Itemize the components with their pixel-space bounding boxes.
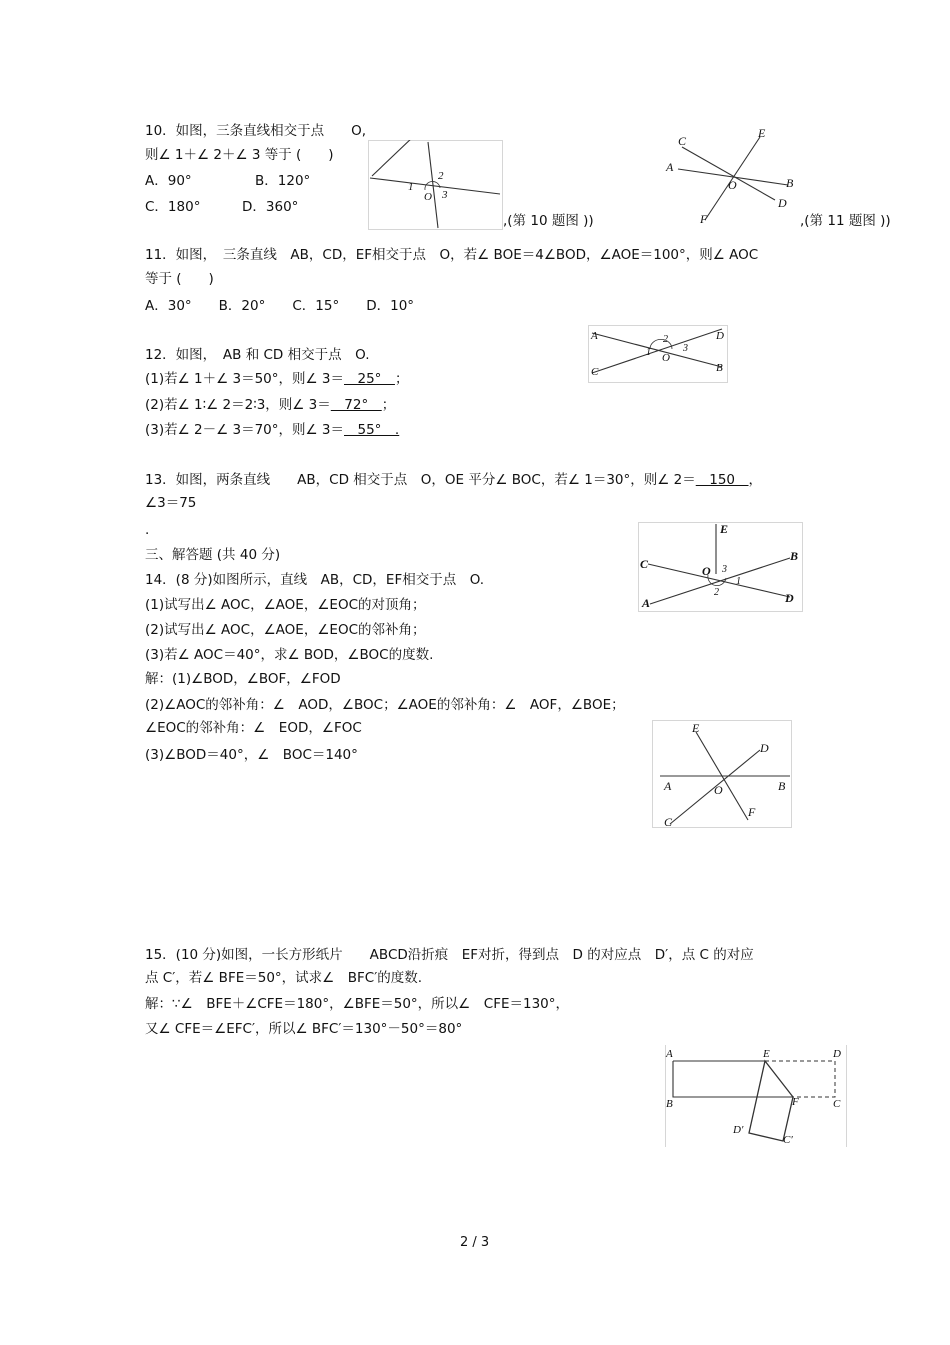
q13-label-c: C — [640, 557, 649, 571]
q12-part3 — [145, 421, 399, 439]
q10-label-1: 1 — [408, 181, 414, 193]
q13-figure — [638, 522, 803, 612]
q12-label-c: C — [591, 366, 599, 378]
q11-label-a: A — [666, 160, 674, 174]
q12-part1 — [145, 370, 408, 388]
q15-stem: 15．(10 分)如图，一长方形纸片 ABCD沿折痕 EF对折，得到点 D 的对应点 D′，点 C 的对应 — [145, 947, 754, 963]
q12-label-d: D — [716, 330, 724, 342]
q11-label-o: O — [728, 178, 737, 192]
q15-label-e: E — [763, 1048, 770, 1060]
q15-figure — [665, 1045, 847, 1147]
q14-solution-3: (3)∠BOD＝40°，∠ BOC＝140° — [145, 747, 358, 763]
q13-label-e: E — [720, 522, 729, 536]
q12-label-o: O — [662, 352, 670, 364]
q11-stem-2: 等于 ( ) — [145, 271, 214, 287]
q13-label-o: O — [702, 564, 711, 578]
q13-stem-end: ， — [748, 472, 763, 488]
q11-stem: 11．如图， 三条直线 AB，CD，EF相交于点 O，若∠ BOE＝4∠BOD，∠AOE＝100°，则∠ AOC — [145, 247, 759, 263]
q13-stem — [145, 471, 762, 489]
q10-stem: 10．如图，三条直线相交于点 O, — [145, 123, 367, 139]
q12-label-b: B — [716, 362, 723, 374]
q11-figure — [660, 125, 800, 230]
q15-label-c: C — [833, 1098, 841, 1110]
q14-part2: (2)试写出∠ AOC，∠AOE，∠EOC的邻补角； — [145, 622, 426, 638]
q14-solution-1: 解：(1)∠BOD，∠BOF，∠FOD — [145, 671, 341, 687]
q15-label-c-prime: C′ — [783, 1134, 793, 1146]
q11-label-f: F — [700, 212, 708, 226]
q14-stem: 14．(8 分)如图所示，直线 AB，CD，EF相交于点 O. — [145, 572, 485, 588]
q14-label-d: D — [760, 741, 769, 755]
q13-label-a: A — [642, 596, 651, 610]
q10-option-d: D．360° — [242, 199, 299, 215]
q12-part1-text: (1)若∠ 1＋∠ 3＝50°，则∠ 3＝ — [145, 371, 344, 387]
q12-part1-answer: 25° — [344, 371, 395, 387]
q12-label-2: 2 — [663, 334, 668, 345]
q10-label-o: O — [424, 191, 432, 203]
section-heading: 三、解答题 (共 40 分) — [145, 547, 281, 563]
q10-figure-caption: ,(第 10 题图 )) — [503, 213, 594, 229]
q12-part2-text: (2)若∠ 1∶∠ 2＝2∶3，则∠ 3＝ — [145, 397, 331, 413]
q11-figure-caption: ,(第 11 题图 )) — [800, 213, 891, 229]
q13-label-1: 1 — [736, 576, 741, 587]
q15-stem-2: 点 C′，若∠ BFE＝50°，试求∠ BFC′的度数. — [145, 970, 423, 986]
q12-part3-text: (3)若∠ 2－∠ 3＝70°，则∠ 3＝ — [145, 422, 344, 438]
q15-solution-2: 又∠ CFE＝∠EFC′，所以∠ BFC′＝130°－50°＝80° — [145, 1021, 463, 1037]
q14-part3: (3)若∠ AOC＝40°，求∠ BOD，∠BOC的度数. — [145, 647, 434, 663]
q14-label-o: O — [714, 783, 723, 797]
q11-label-c: C — [678, 134, 687, 148]
q14-label-b: B — [778, 779, 786, 793]
q12-figure — [588, 325, 728, 383]
q12-label-1: 1 — [646, 347, 651, 358]
q10-stem-2: 则∠ 1＋∠ 2＋∠ 3 等于 ( ) — [145, 147, 334, 163]
q10-figure — [368, 140, 503, 230]
q11-label-b: B — [786, 176, 794, 190]
q15-solution-1: 解：∵∠ BFE＋∠CFE＝180°，∠BFE＝50°，所以∠ CFE＝130°， — [145, 996, 570, 1012]
q14-label-c: C — [664, 815, 673, 828]
q11-options: A．30° B．20° C．15° D．10° — [145, 298, 415, 314]
q14-part1: (1)试写出∠ AOC，∠AOE，∠EOC的对顶角； — [145, 597, 426, 613]
q11-label-e: E — [758, 126, 766, 140]
page-number: 2 / 3 — [460, 1235, 490, 1250]
q14-label-a: A — [664, 779, 672, 793]
q10-option-b: B．120° — [255, 173, 311, 189]
q10-label-2: 2 — [438, 170, 444, 182]
q14-label-e: E — [692, 721, 700, 735]
q13-period: . — [145, 522, 150, 538]
q13-label-2: 2 — [714, 587, 719, 598]
q15-label-a: A — [666, 1048, 673, 1060]
q11-label-d: D — [778, 196, 787, 210]
q12-part2-answer: 72° — [330, 397, 382, 413]
q10-option-a: A．90° — [145, 173, 192, 189]
q10-option-c: C．180° — [145, 199, 201, 215]
q12-part3-answer: 55° . — [344, 422, 400, 438]
q14-label-f: F — [748, 805, 756, 819]
q13-stem-text: 13．如图，两条直线 AB，CD 相交于点 O，OE 平分∠ BOC，若∠ 1＝30°，则∠ 2＝ — [145, 472, 696, 488]
q15-label-d: D — [833, 1048, 841, 1060]
q13-angle3: ∠3＝75 — [145, 495, 197, 511]
q12-part1-end: ； — [394, 371, 409, 387]
q13-label-b: B — [790, 549, 799, 563]
q14-figure — [652, 720, 792, 828]
q12-label-3: 3 — [683, 343, 688, 354]
q12-label-a: A — [591, 330, 598, 342]
q12-part2-end: ； — [381, 397, 396, 413]
q15-label-b: B — [666, 1098, 673, 1110]
q15-label-d-prime: D′ — [733, 1124, 744, 1136]
q15-label-f: F — [792, 1096, 799, 1108]
q12-part2 — [145, 396, 395, 414]
q10-label-3: 3 — [442, 189, 448, 201]
q13-label-3: 3 — [722, 564, 727, 575]
q14-solution-2b: ∠EOC的邻补角：∠ EOD，∠FOC — [145, 720, 362, 736]
q13-answer-2: 150 — [695, 472, 749, 488]
q14-solution-2: (2)∠AOC的邻补角：∠ AOD，∠BOC；∠AOE的邻补角：∠ AOF，∠BOE； — [145, 697, 625, 713]
q12-stem: 12．如图， AB 和 CD 相交于点 O. — [145, 347, 370, 363]
q13-label-d: D — [785, 591, 794, 605]
